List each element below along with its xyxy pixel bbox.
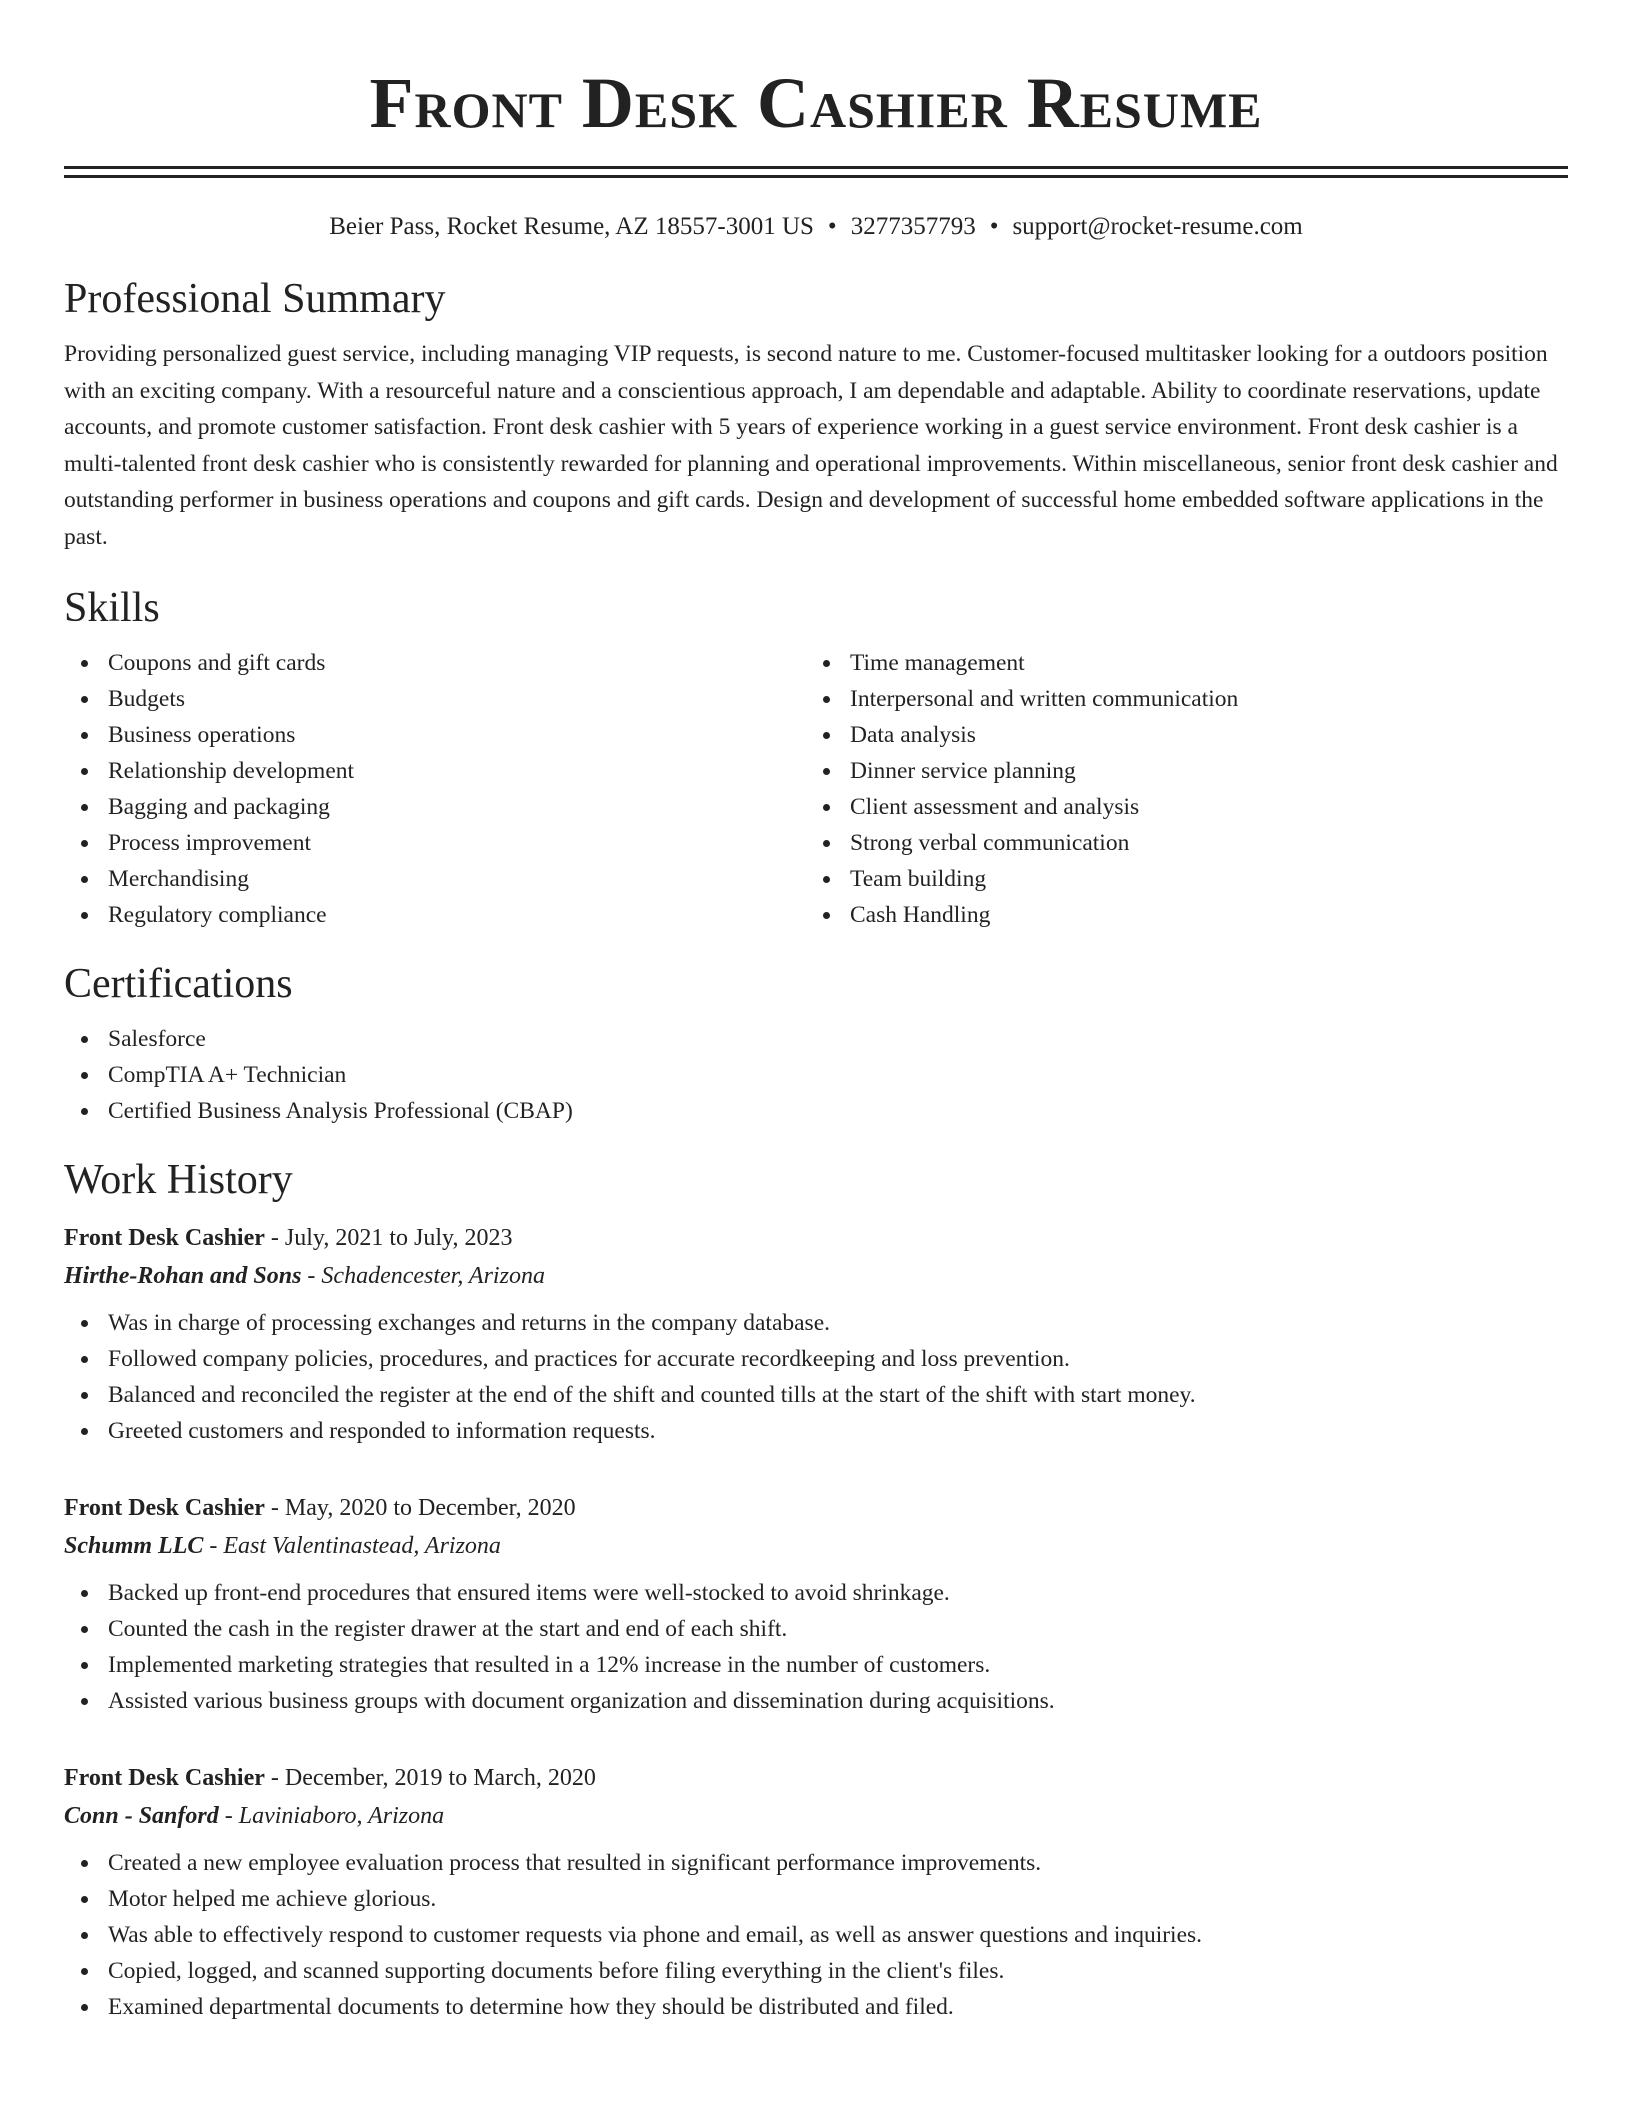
job-bullet: Counted the cash in the register drawer at the start and end of each shift.	[64, 1611, 1568, 1647]
skill-item: Data analysis	[806, 717, 1548, 753]
summary-text: Providing personalized guest service, including managing VIP requests, is second nature to me. Customer-focused multitasker looking for a outdoors position with an exciting company. With a resourceful nature and a conscientious approach, I am dependable and adaptable. Ability to coordinate reservations, update accounts, and promote customer satisfaction. Front desk cashier with 5 years of experience working in a guest service environment. Front desk cashier is a multi-talented front desk cashier who is consistently rewarded for planning and operational improvements. Within miscellaneous, senior front desk cashier and outstanding performer in business operations and coupons and gift cards. Design and development of successful home embedded software applications in the past.	[64, 341, 1558, 550]
certification-item: CompTIA A+ Technician	[64, 1057, 1568, 1093]
contact-separator: •	[989, 213, 999, 240]
skill-item: Relationship development	[64, 753, 806, 789]
job-title: Front Desk Cashier	[64, 1765, 265, 1791]
skills-heading: Skills	[64, 585, 160, 631]
contact-phone: 3277357793	[850, 213, 976, 240]
job-bullet: Created a new employee evaluation process that resulted in significant performance improvements.	[64, 1845, 1568, 1881]
skill-item: Time management	[806, 645, 1548, 681]
contact-email[interactable]: support@rocket-resume.com	[1012, 213, 1303, 240]
skill-item: Bagging and packaging	[64, 789, 806, 825]
skill-item: Business operations	[64, 717, 806, 753]
skills-section	[64, 583, 1568, 933]
job-title: Front Desk Cashier	[64, 1495, 265, 1521]
job-title-line	[64, 1489, 1568, 1527]
skill-item: Coupons and gift cards	[64, 645, 806, 681]
job-bullet: Assisted various business groups with document organization and dissemination during acquisitions.	[64, 1683, 1568, 1719]
skill-item: Dinner service planning	[806, 753, 1548, 789]
job-location: - Laviniaboro, Arizona	[218, 1803, 445, 1829]
job-company-line	[64, 1257, 1568, 1295]
job-bullet: Copied, logged, and scanned supporting documents before filing everything in the client's files.	[64, 1953, 1568, 1989]
skill-item: Team building	[806, 861, 1548, 897]
certification-item: Certified Business Analysis Professional (CBAP)	[64, 1093, 1568, 1129]
job-bullets	[64, 1305, 1568, 1449]
contact-line	[64, 212, 1568, 242]
job-company: Conn - Sanford	[64, 1803, 219, 1829]
skill-item: Merchandising	[64, 861, 806, 897]
contact-separator: •	[827, 213, 837, 240]
work-history-section	[64, 1155, 1568, 2025]
job-bullet: Motor helped me achieve glorious.	[64, 1881, 1568, 1917]
skill-item: Strong verbal communication	[806, 825, 1548, 861]
job-title-line	[64, 1219, 1568, 1257]
job-bullet: Was able to effectively respond to customer requests via phone and email, as well as answer questions and inquiries.	[64, 1917, 1568, 1953]
skills-list-right	[806, 645, 1548, 933]
title-divider-bottom	[64, 175, 1568, 178]
resume-page	[64, 0, 1568, 2025]
job-location: - East Valentinastead, Arizona	[203, 1533, 501, 1559]
job-dates: - July, 2021 to July, 2023	[264, 1225, 513, 1251]
skill-item: Budgets	[64, 681, 806, 717]
skill-item: Client assessment and analysis	[806, 789, 1548, 825]
job-bullet: Balanced and reconciled the register at the end of the shift and counted tills at the start of the shift with start money.	[64, 1377, 1568, 1413]
contact-address: Beier Pass, Rocket Resume, AZ 18557-3001 US	[329, 213, 814, 240]
certifications-section	[64, 959, 1568, 1129]
job-bullets	[64, 1845, 1568, 2025]
job-bullet: Was in charge of processing exchanges and returns in the company database.	[64, 1305, 1568, 1341]
resume-title: Front Desk Cashier Resume	[369, 63, 1263, 143]
job-title-line	[64, 1759, 1568, 1797]
summary-heading: Professional Summary	[64, 276, 446, 322]
job-dates: - May, 2020 to December, 2020	[264, 1495, 576, 1521]
job-bullets	[64, 1575, 1568, 1719]
title-divider-top	[64, 166, 1568, 169]
work-history-heading: Work History	[64, 1157, 293, 1203]
job-entry	[64, 1219, 1568, 1449]
summary-section	[64, 274, 1568, 555]
skills-columns	[64, 645, 1568, 933]
job-bullet: Examined departmental documents to determine how they should be distributed and filed.	[64, 1989, 1568, 2025]
job-entry	[64, 1489, 1568, 1719]
job-company-line	[64, 1527, 1568, 1565]
skill-item: Cash Handling	[806, 897, 1548, 933]
certification-item: Salesforce	[64, 1021, 1568, 1057]
job-company-line	[64, 1797, 1568, 1835]
skill-item: Regulatory compliance	[64, 897, 806, 933]
job-company: Schumm LLC	[64, 1533, 204, 1559]
job-location: - Schadencester, Arizona	[301, 1263, 545, 1289]
certifications-list	[64, 1021, 1568, 1129]
job-title: Front Desk Cashier	[64, 1225, 265, 1251]
job-bullet: Implemented marketing strategies that resulted in a 12% increase in the number of customers.	[64, 1647, 1568, 1683]
skill-item: Interpersonal and written communication	[806, 681, 1548, 717]
job-company: Hirthe-Rohan and Sons	[64, 1263, 302, 1289]
job-entry	[64, 1759, 1568, 2025]
skills-list-left	[64, 645, 806, 933]
job-dates: - December, 2019 to March, 2020	[264, 1765, 596, 1791]
certifications-heading: Certifications	[64, 961, 293, 1007]
job-bullet: Greeted customers and responded to information requests.	[64, 1413, 1568, 1449]
job-bullet: Followed company policies, procedures, and practices for accurate recordkeeping and loss prevention.	[64, 1341, 1568, 1377]
skill-item: Process improvement	[64, 825, 806, 861]
job-bullet: Backed up front-end procedures that ensured items were well-stocked to avoid shrinkage.	[64, 1575, 1568, 1611]
